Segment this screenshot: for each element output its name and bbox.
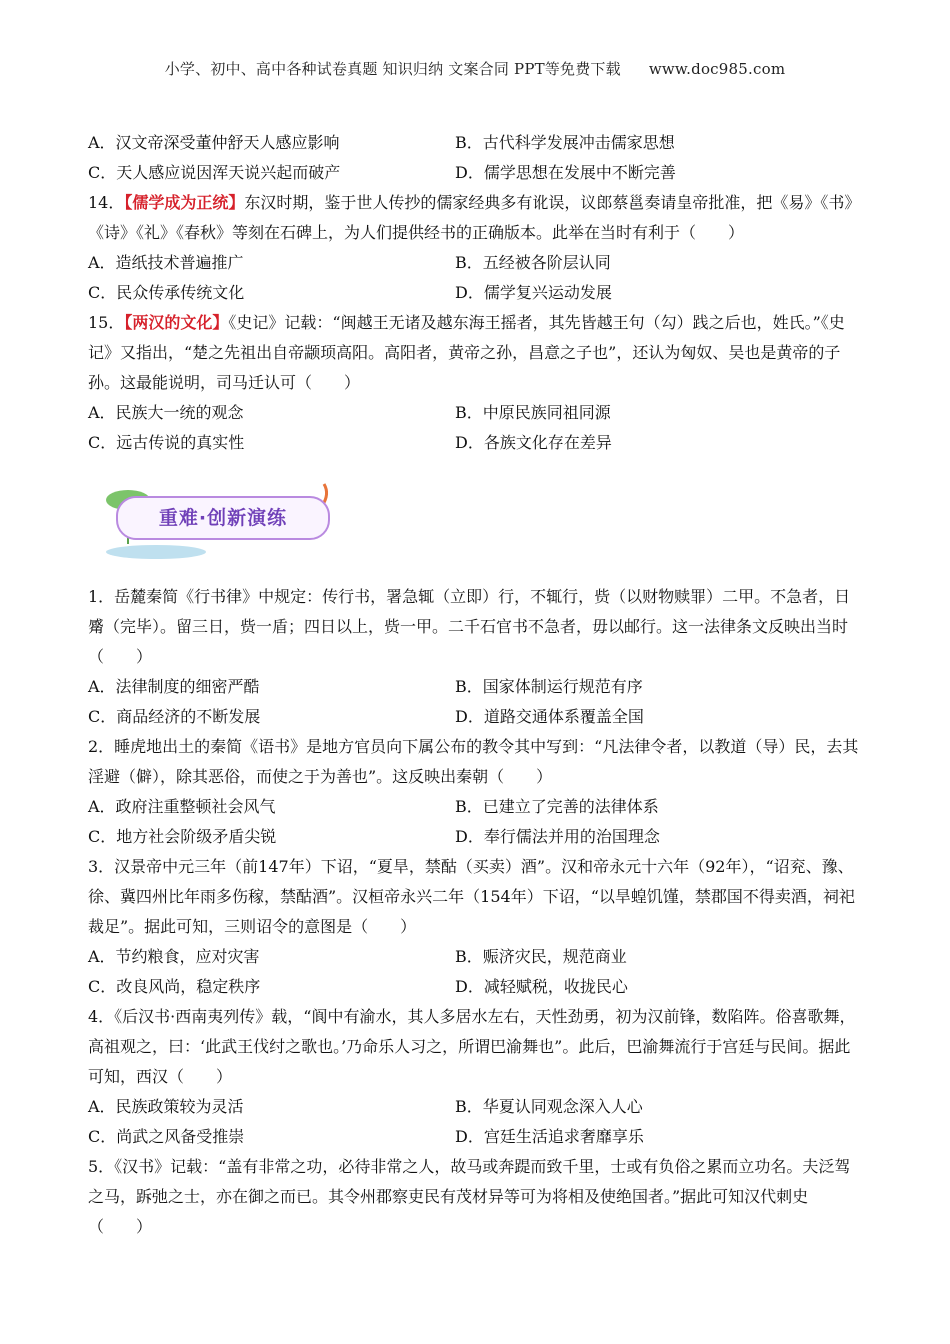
option-b: B．赈济灾民，规范商业 <box>455 947 627 966</box>
option-b: B．古代科学发展冲击儒家思想 <box>455 133 675 152</box>
question-stem: 2．睡虎地出土的秦简《语书》是地方官员向下属公布的教令其中写到：“凡法律令者，以教道（导）民，去其淫避（僻），除其恶俗，而使之于为善也”。这反映出秦朝（ ） <box>88 737 859 786</box>
option-c: C．商品经济的不断发展 <box>88 707 261 726</box>
exam-content <box>88 128 863 1242</box>
option-c: C．天人感应说因浑天说兴起而破产 <box>88 163 341 182</box>
option-b: B．已建立了完善的法律体系 <box>455 797 659 816</box>
option-b: B．中原民族同祖同源 <box>455 403 611 422</box>
option-a: A．民族大一统的观念 <box>88 403 244 422</box>
question-number: 14． <box>88 193 125 212</box>
question-stem: 东汉时期，鉴于世人传抄的儒家经典多有讹误，议郎蔡邕奏请皇帝批准，把《易》《书》《诗》《礼》《春秋》等刻在石碑上，为人们提供经书的正确版本。此举在当时有利于（ ） <box>88 193 861 242</box>
practice-2 <box>88 732 863 852</box>
option-a: A．民族政策较为灵活 <box>88 1097 244 1116</box>
header-url[interactable]: www.doc985.com <box>648 60 786 78</box>
practice-5 <box>88 1152 863 1242</box>
header-text: 小学、初中、高中各种试卷真题 知识归纳 文案合同 PPT等免费下载 <box>164 60 621 78</box>
option-b: B．国家体制运行规范有序 <box>455 677 643 696</box>
option-d: D．宫廷生活追求奢靡享乐 <box>455 1127 644 1146</box>
option-d: D．儒学复兴运动发展 <box>455 283 612 302</box>
option-d: D．减轻赋税，收拢民心 <box>455 977 628 996</box>
practice-4 <box>88 1002 863 1152</box>
option-b: B．五经被各阶层认同 <box>455 253 611 272</box>
option-a: A．法律制度的细密严酷 <box>88 677 260 696</box>
option-d: D．道路交通体系覆盖全国 <box>455 707 644 726</box>
option-a: A．造纸技术普遍推广 <box>88 253 244 272</box>
option-c: C．尚武之风备受推崇 <box>88 1127 245 1146</box>
option-b: B．华夏认同观念深入人心 <box>455 1097 643 1116</box>
question-stem: 《史记》记载：“闽越王无诸及越东海王摇者，其先皆越王句（勾）践之后也，姓氏。”《史记》又指出，“楚之先祖出自帝颛顼高阳。高阳者，黄帝之孙，昌意之子也”，还认为匈奴、吴也是黄帝的子孙。这最能说明，司马迁认可（ ） <box>88 313 845 392</box>
question-stem: 4．《后汉书·西南夷列传》载，“阆中有渝水，其人多居水左右，天性劲勇，初为汉前锋，数陷阵。俗喜歌舞，高祖观之，曰：‘此武王伐纣之歌也。’乃命乐人习之，所谓巴渝舞也”。此后，巴渝舞流行于宫廷与民间。据此可知，西汉（ ） <box>88 1007 856 1086</box>
option-c: C．地方社会阶级矛盾尖锐 <box>88 827 277 846</box>
option-c: C．民众传承传统文化 <box>88 283 245 302</box>
section-title: 重难·创新演练 <box>116 496 330 540</box>
topic-tag: 【两汉的文化】 <box>124 313 229 332</box>
topic-tag: 【儒学成为正统】 <box>124 193 245 212</box>
question-14 <box>88 188 863 308</box>
option-a: A．汉文帝深受董仲舒天人感应影响 <box>88 133 340 152</box>
question-number: 15． <box>88 313 125 332</box>
page-header <box>0 58 950 79</box>
question-stem: 3．汉景帝中元三年（前147年）下诏，“夏旱，禁酤（买卖）酒”。汉和帝永元十六年（92年），“诏兖、豫、徐、冀四州比年雨多伤稼，禁酤酒”。汉桓帝永兴二年（154年）下诏，“以旱蝗饥馑，禁郡国不得卖酒，祠祀裁足”。据此可知，三则诏令的意图是（ ） <box>88 857 855 936</box>
section-banner <box>88 466 863 562</box>
option-a: A．政府注重整顿社会风气 <box>88 797 276 816</box>
option-d: D．儒学思想在发展中不断完善 <box>455 163 676 182</box>
question-stem: 5．《汉书》记载：“盖有非常之功，必待非常之人，故马或奔踶而致千里，士或有负俗之累而立功名。夫泛驾之马，跅弛之士，亦在御之而已。其令州郡察吏民有茂材异等可为将相及使绝国者。”据此可知汉代刺史（ ） <box>88 1157 851 1236</box>
question-stem: 1．岳麓秦简《行书律》中规定：传行书，署急辄（立即）行，不辄行，赀（以财物赎罪）二甲。不急者，日觱（完毕）。留三日，赀一盾；四日以上，赀一甲。二千石官书不急者，毋以邮行。这一法律条文反映出当时（ ） <box>88 587 851 666</box>
practice-3 <box>88 852 863 1002</box>
option-a: A．节约粮食，应对灾害 <box>88 947 260 966</box>
option-c: C．改良风尚，稳定秩序 <box>88 977 261 996</box>
option-d: D．奉行儒法并用的治国理念 <box>455 827 660 846</box>
practice-1 <box>88 582 863 732</box>
option-c: C．远古传说的真实性 <box>88 433 245 452</box>
option-d: D．各族文化存在差异 <box>455 433 612 452</box>
question-13-options <box>88 128 863 188</box>
question-15 <box>88 308 863 458</box>
